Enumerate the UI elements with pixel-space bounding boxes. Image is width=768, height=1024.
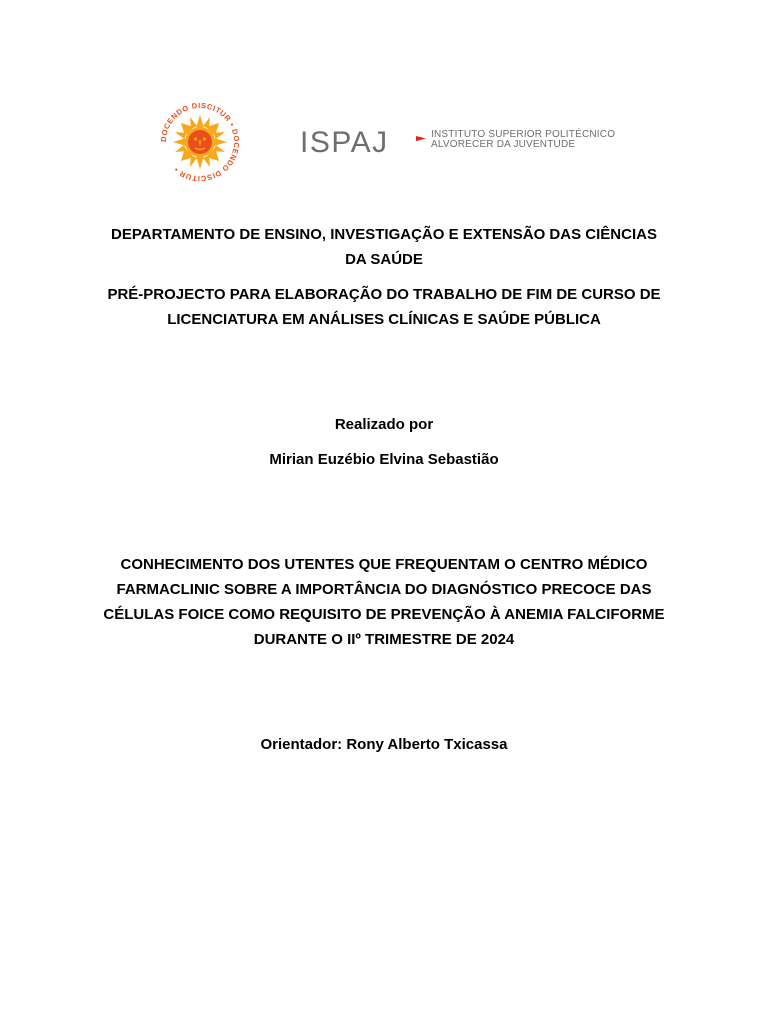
author-name: Mirian Euzébio Elvina Sebastião	[269, 451, 499, 468]
title-line-4: DURANTE O IIº TRIMESTRE DE 2024	[253, 631, 515, 648]
institute-line-2: ALVORECER DA JUVENTUDE	[431, 139, 576, 150]
author-label: Realizado por	[334, 416, 434, 433]
title-line-3: CÉLULAS FOICE COMO REQUISITO DE PREVENÇÃO À ANEMIA FALCIFORME	[103, 606, 665, 623]
title-line-1: CONHECIMENTO DOS UTENTES QUE FREQUENTAM O CENTRO MÉDICO	[120, 556, 648, 573]
ispaj-logo	[158, 100, 648, 184]
project-line-2: LICENCIATURA EM ANÁLISES CLÍNICAS E SAÚDE PÚBLICA	[167, 311, 601, 328]
project-line-1: PRÉ-PROJECTO PARA ELABORAÇÃO DO TRABALHO DE FIM DE CURSO DE	[107, 286, 661, 303]
department-line-1: DEPARTAMENTO DE ENSINO, INVESTIGAÇÃO E EXTENSÃO DAS CIÊNCIAS	[111, 226, 657, 243]
accent-mark	[416, 136, 426, 141]
seal-emblem	[159, 101, 241, 183]
institute-line-1: INSTITUTO SUPERIOR POLITÉCNICO	[431, 129, 616, 140]
title-line-2: FARMACLINIC SOBRE A IMPORTÂNCIA DO DIAGNÓSTICO PRECOCE DAS	[116, 581, 652, 598]
department-line-2: DA SAÚDE	[345, 251, 423, 268]
ispaj-name: ISPAJ	[300, 126, 389, 159]
advisor-line: Orientador: Rony Alberto Txicassa	[260, 736, 508, 753]
seal-text: DOCENDO DISCITUR • DOCENDO DISCITUR •	[158, 100, 242, 184]
